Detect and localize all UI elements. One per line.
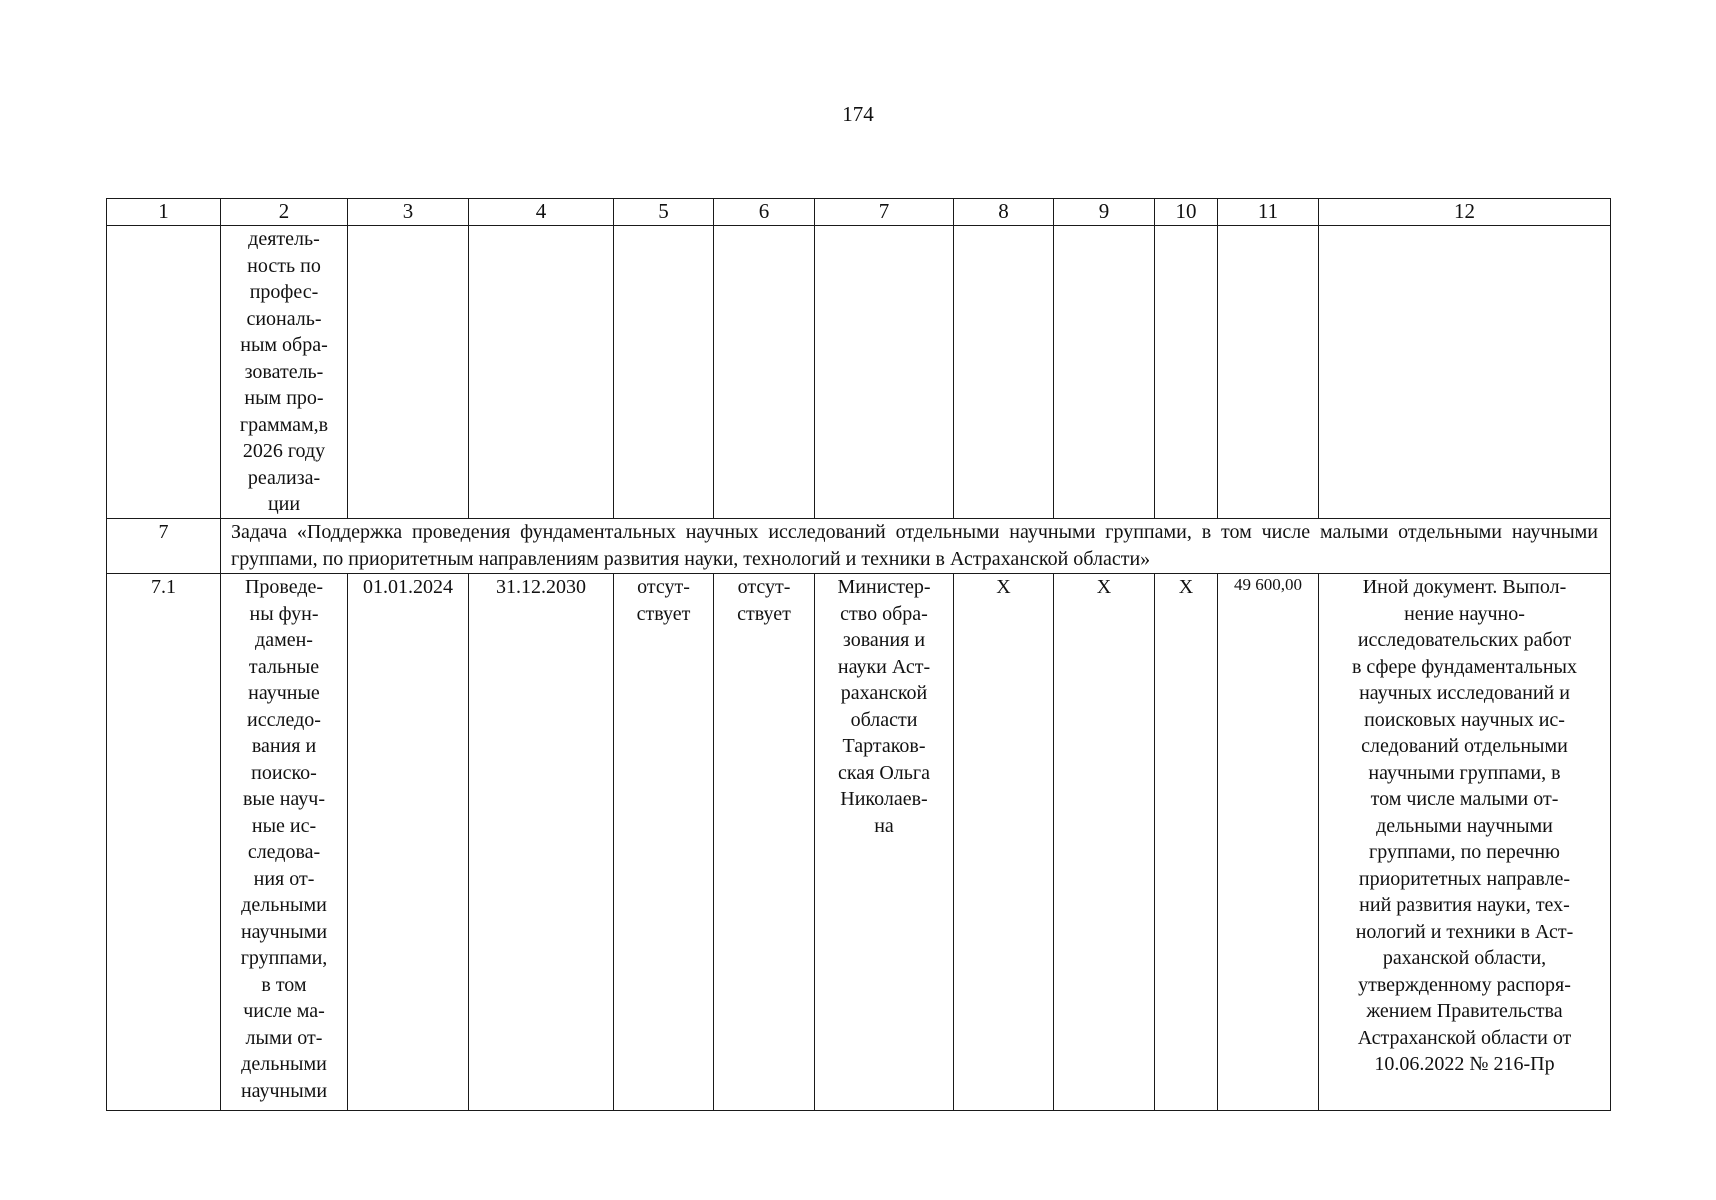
table-row [107,574,1611,1111]
page-number: 174 [842,102,874,126]
table-cell [614,574,714,1111]
continuation-text: деятель- ность по профес- сиональ- ным обра- зователь- ным про- граммам,в 2026 году реализа- ции [239,228,329,515]
col10-value: X [1155,574,1218,1111]
column-number-header: 3 [348,199,469,226]
task-number: 7 [107,519,221,574]
continuation-row [107,226,1611,519]
column-number-header: 5 [614,199,714,226]
responsible-person: Министер- ство обра- зования и науки Аст- раханской области Тартаков- ская Ольга Николаев- на [837,576,931,837]
column-number-header: 11 [1218,199,1319,226]
column-number-header: 10 [1155,199,1218,226]
table-cell [815,226,954,519]
table-cell [1319,226,1611,519]
col5-value: отсут- ствует [636,576,691,625]
table-cell [221,574,348,1111]
col6-value: отсут- ствует [737,576,791,625]
column-number-header: 1 [107,199,221,226]
end-date: 31.12.2030 [469,574,614,1111]
table-cell [815,574,954,1111]
table-cell [1319,574,1611,1111]
table-cell [614,226,714,519]
task-text: Задача «Поддержка проведения фундаментальных научных исследований отдельными научными группами, в том числе малыми отдельными научными группами, по приоритетным направлениям развития науки, технологий и техники в Астраханской области» [221,519,1611,574]
start-date: 01.01.2024 [348,574,469,1111]
document-description: Иной документ. Выпол- нение научно- исследовательских работ в сфере фундаментальных научных исследований и поисковых научных ис- следований отдельными научными группами, в том числе малыми от- дельными научными группами, по перечню приоритетных направле- ний развития науки, тех- нологий и техники в Аст- раханской области, утвержденному распоря- жением Правительства Астраханской области от 10.06.2022 № 216-Пр [1351,576,1577,1075]
table-cell [221,226,348,519]
column-number-header: 7 [815,199,954,226]
program-table [106,198,1611,1111]
table-cell [1218,226,1319,519]
table-cell [107,226,221,519]
table-cell [1054,226,1155,519]
column-number-header: 2 [221,199,348,226]
column-number-header: 8 [954,199,1054,226]
table-cell [348,226,469,519]
column-number-header: 4 [469,199,614,226]
col8-value: X [954,574,1054,1111]
task-row [107,519,1611,574]
row-number: 7.1 [107,574,221,1111]
amount-value: 49 600,00 [1218,574,1319,1111]
col9-value: X [1054,574,1155,1111]
table-cell [469,226,614,519]
result-name: Проведе- ны фун- дамен- тальные научные исследо- вания и поиско- вые науч- ные ис- следова- ния от- дельными научными группами, в том числе ма- лыми от- дельными научными [240,576,328,1102]
column-number-header: 6 [714,199,815,226]
table-cell [714,574,815,1111]
table-cell [1155,226,1218,519]
column-number-header: 9 [1054,199,1155,226]
table-cell [714,226,815,519]
column-number-row [107,199,1611,226]
table-cell [954,226,1054,519]
column-number-header: 12 [1319,199,1611,226]
